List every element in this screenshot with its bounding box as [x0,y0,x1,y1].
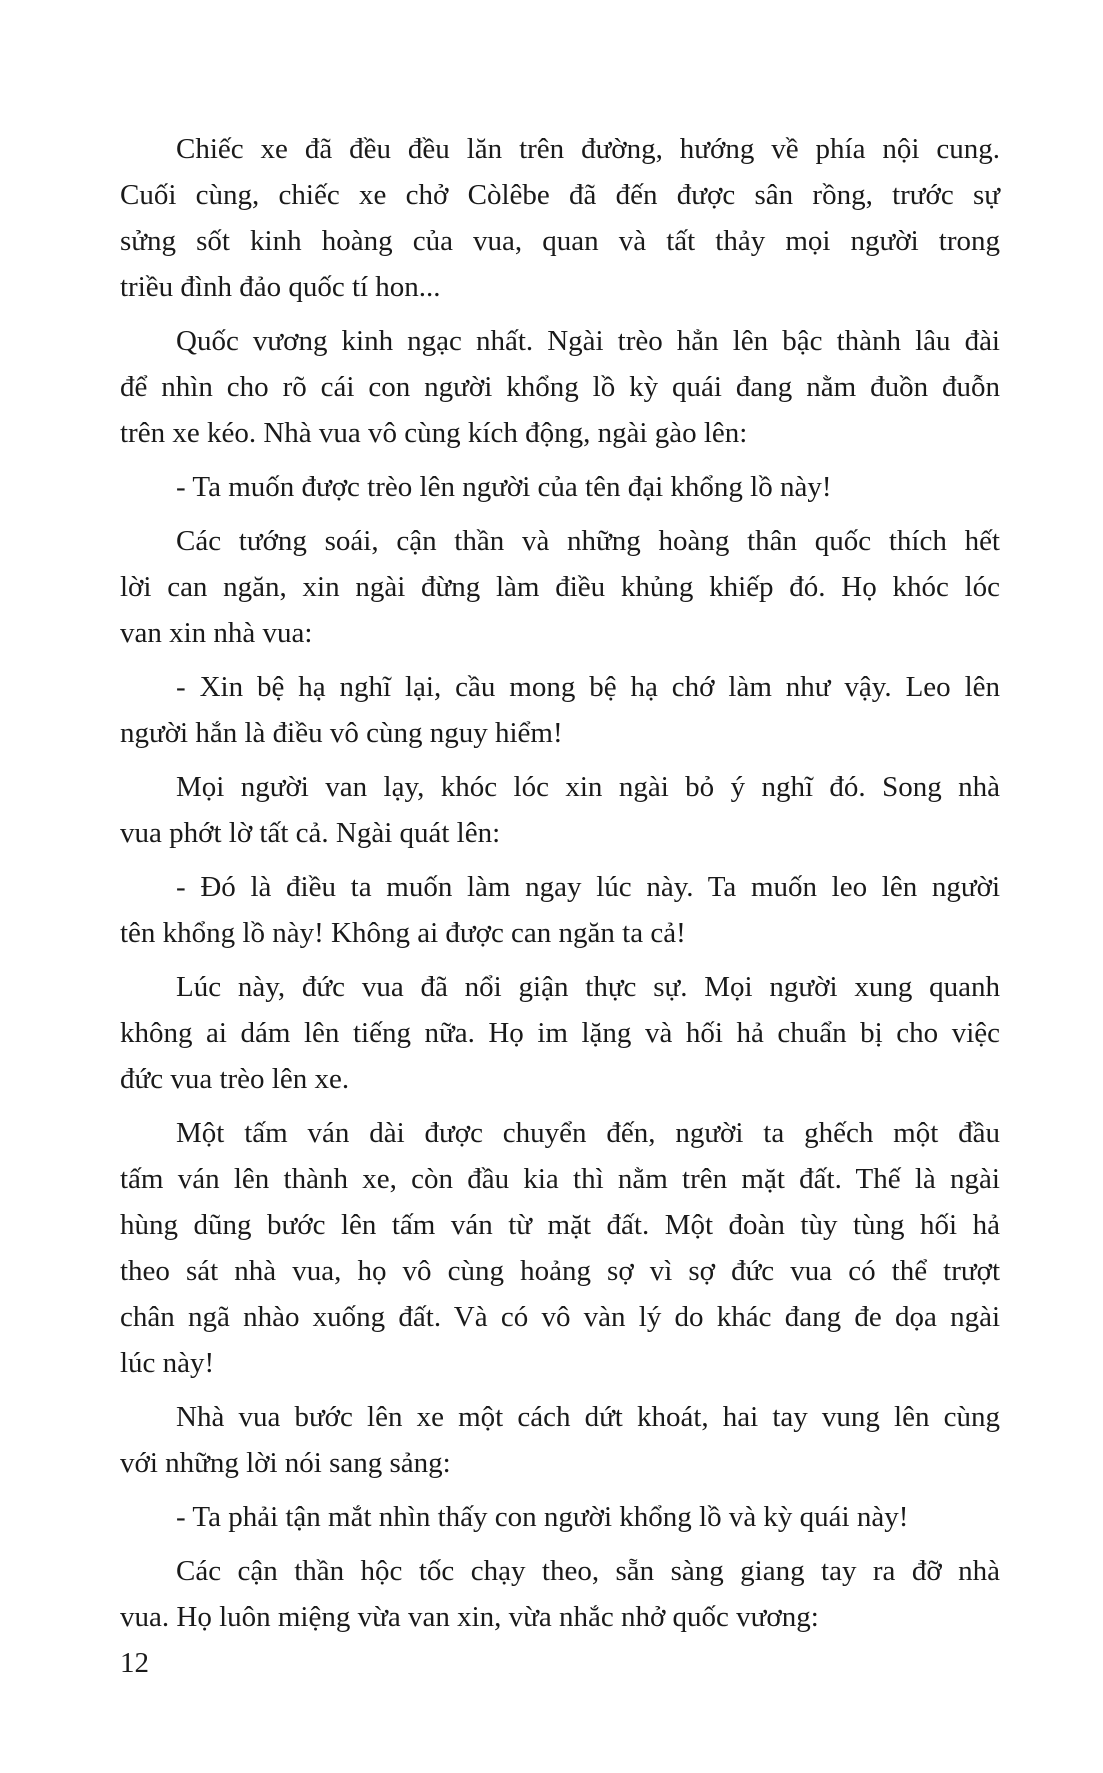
paragraph [120,126,1000,310]
page-body-text [120,126,1000,1640]
text-line: hùng dũng bước lên tấm ván từ mặt đất. Một đoàn tùy tùng hối hả [120,1209,1000,1241]
text-line: lúc này! [120,1347,215,1379]
text-line: triều đình đảo quốc tí hon... [120,271,441,303]
text-line: trên xe kéo. Nhà vua vô cùng kích động, ngài gào lên: [120,417,748,449]
text-line: Nhà vua bước lên xe một cách dứt khoát, hai tay vung lên cùng [176,1401,1000,1433]
paragraph [120,318,1000,456]
paragraph [120,1548,1000,1640]
text-line: lời can ngăn, xin ngài đừng làm điều khủng khiếp đó. Họ khóc lóc [120,571,1000,603]
paragraph [120,464,1000,510]
text-line: Các tướng soái, cận thần và những hoàng thân quốc thích hết [176,525,1000,557]
paragraph [120,518,1000,656]
text-line: - Ta phải tận mắt nhìn thấy con người khổng lồ và kỳ quái này! [176,1501,909,1533]
text-line: tên khổng lồ này! Không ai được can ngăn ta cả! [120,917,686,949]
paragraph [120,1394,1000,1486]
paragraph [120,1494,1000,1540]
paragraph [120,664,1000,756]
text-line: để nhìn cho rõ cái con người khổng lồ kỳ quái đang nằm đuồn đuỗn [120,371,1000,403]
paragraph [120,964,1000,1102]
text-line: với những lời nói sang sảng: [120,1447,451,1479]
page-number: 12 [120,1647,149,1679]
text-line: Cuối cùng, chiếc xe chở Còlêbe đã đến được sân rồng, trước sự [120,179,1000,211]
text-line: đức vua trèo lên xe. [120,1063,350,1095]
text-line: chân ngã nhào xuống đất. Và có vô vàn lý do khác đang đe dọa ngài [120,1301,1000,1333]
text-line: Mọi người van lạy, khóc lóc xin ngài bỏ ý nghĩ đó. Song nhà [176,771,1000,803]
text-line: - Ta muốn được trèo lên người của tên đại khổng lồ này! [176,471,832,503]
text-line: không ai dám lên tiếng nữa. Họ im lặng và hối hả chuẩn bị cho việc [120,1017,1000,1049]
paragraph [120,764,1000,856]
text-line: Một tấm ván dài được chuyển đến, người ta ghếch một đầu [176,1117,1000,1149]
text-line: vua. Họ luôn miệng vừa van xin, vừa nhắc nhở quốc vương: [120,1601,819,1633]
text-line: Quốc vương kinh ngạc nhất. Ngài trèo hẳn lên bậc thành lâu đài [176,325,1000,357]
text-line: tấm ván lên thành xe, còn đầu kia thì nằm trên mặt đất. Thế là ngài [120,1163,1000,1195]
paragraph [120,1110,1000,1386]
text-line: theo sát nhà vua, họ vô cùng hoảng sợ vì sợ đức vua có thể trượt [120,1255,1000,1287]
text-line: - Xin bệ hạ nghĩ lại, cầu mong bệ hạ chớ làm như vậy. Leo lên [176,671,1000,703]
text-line: Chiếc xe đã đều đều lăn trên đường, hướng về phía nội cung. [176,133,1000,165]
text-line: - Đó là điều ta muốn làm ngay lúc này. Ta muốn leo lên người [176,871,1000,903]
text-line: van xin nhà vua: [120,617,313,649]
text-line: sửng sốt kinh hoàng của vua, quan và tất thảy mọi người trong [120,225,1000,257]
text-line: Các cận thần hộc tốc chạy theo, sẵn sàng giang tay ra đỡ nhà [176,1555,1000,1587]
text-line: Lúc này, đức vua đã nổi giận thực sự. Mọi người xung quanh [176,971,1000,1003]
text-line: vua phớt lờ tất cả. Ngài quát lên: [120,817,501,849]
text-line: người hắn là điều vô cùng nguy hiểm! [120,717,563,749]
paragraph [120,864,1000,956]
